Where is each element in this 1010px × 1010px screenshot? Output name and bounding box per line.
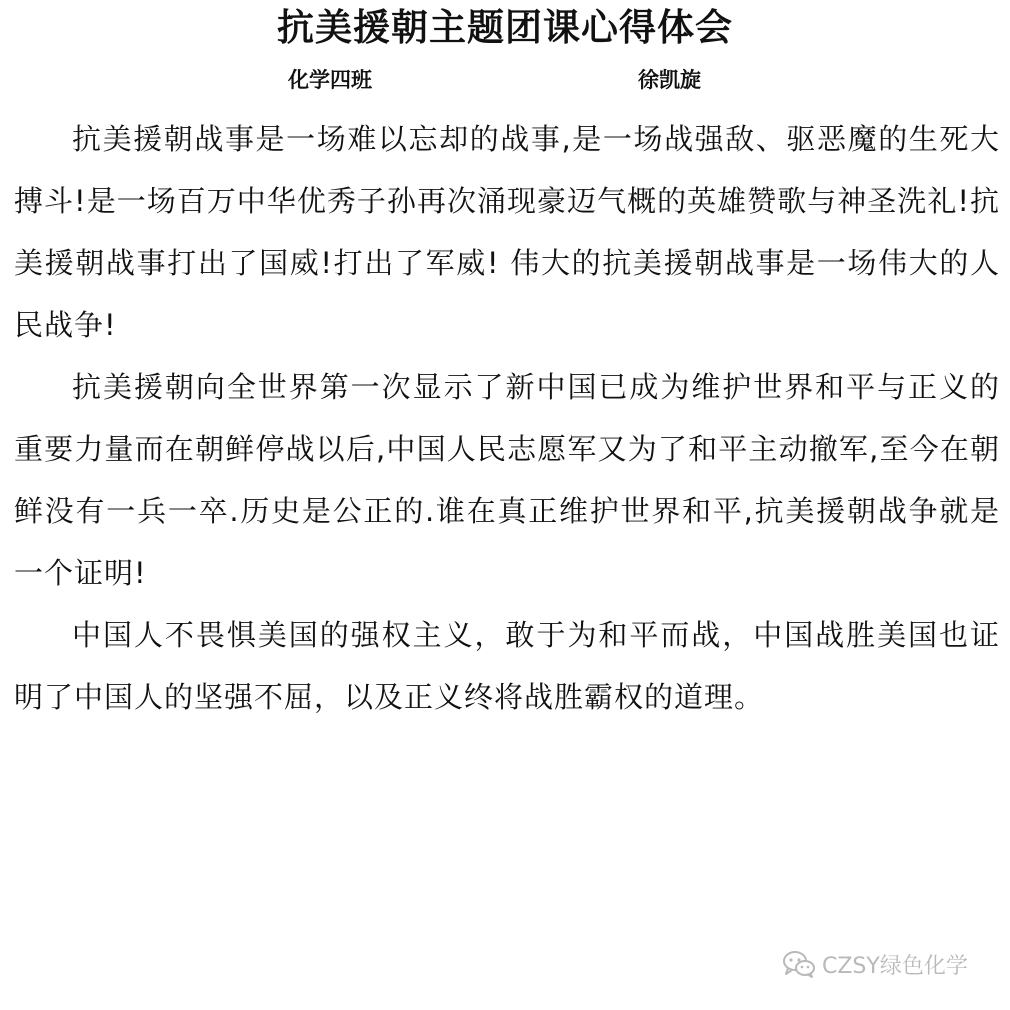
paragraph: 抗美援朝战事是一场难以忘却的战事,是一场战强敌、驱恶魔的生死大搏斗!是一场百万中华优秀子孙再次涌现豪迈气概的英雄赞歌与神圣洗礼!抗美援朝战事打出了国威!打出了军威! 伟大的抗美援朝战事是一场伟大的人民战争! [14,122,1000,342]
author-name: 徐凯旋 [638,68,701,92]
document-body [14,108,1000,728]
paragraph: 抗美援朝向全世界第一次显示了新中国已成为维护世界和平与正义的重要力量而在朝鲜停战以后,中国人民志愿军又为了和平主动撤军,至今在朝鲜没有一兵一卒.历史是公正的.谁在真正维护世界和平,抗美援朝战争就是一个证明! [14,370,1000,590]
wechat-icon [782,949,816,979]
watermark [782,944,968,984]
watermark-text: CZSY绿色化学 [822,953,968,979]
document-title: 抗美援朝主题团课心得体会 [277,6,733,49]
class-name: 化学四班 [288,68,372,92]
paragraph: 中国人不畏惧美国的强权主义，敢于为和平而战，中国战胜美国也证明了中国人的坚强不屈，以及正义终将战胜霸权的道理。 [14,618,1000,714]
